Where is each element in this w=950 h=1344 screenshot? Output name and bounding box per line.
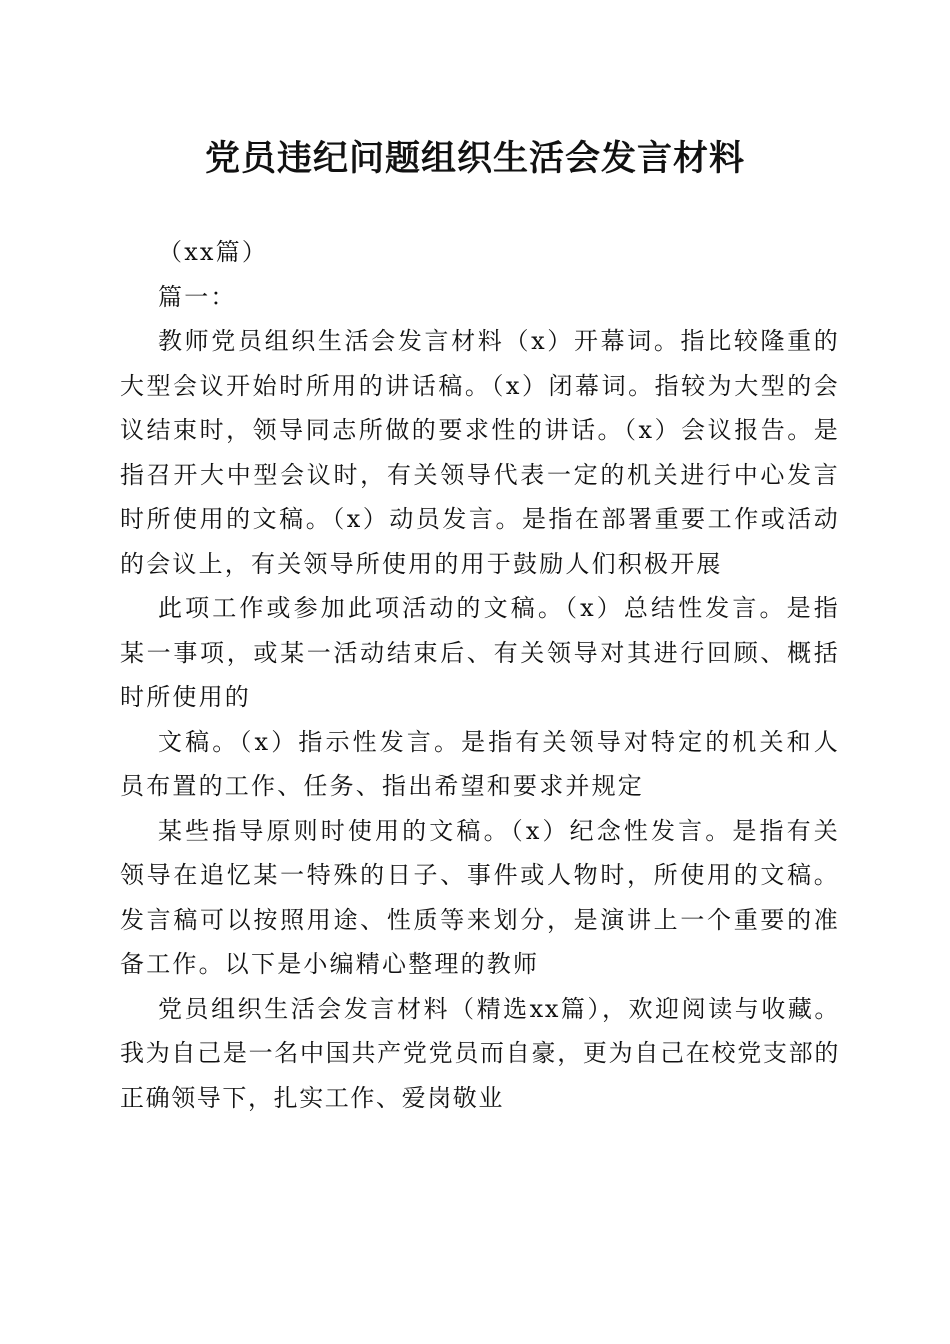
document-title: 党员违纪问题组织生活会发言材料 [204, 138, 745, 179]
paragraph-5: 党员组织生活会发言材料（精选xx篇），欢迎阅读与收藏。我为自己是一名中国共产党党员而自豪，更为自己在校党支部的正确领导下，扎实工作、爱岗敬业 [120, 994, 840, 1112]
document-body [120, 230, 840, 1120]
paragraph-section-heading: 篇一： [158, 282, 237, 311]
paragraph-count-note: （xx篇） [158, 238, 269, 266]
paragraph-2: 此项工作或参加此项活动的文稿。（x）总结性发言。是指某一事项，或某一活动结束后、有关领导对其进行回顾、概括时所使用的 [120, 594, 840, 711]
paragraph-4: 某些指导原则时使用的文稿。（x）纪念性发言。是指有关领导在追忆某一特殊的日子、事件或人物时，所使用的文稿。发言稿可以按照用途、性质等来划分，是演讲上一个重要的准备工作。以下是小编精心整理的教师 [120, 816, 840, 978]
paragraph-3: 文稿。（x）指示性发言。是指有关领导对特定的机关和人员布置的工作、任务、指出希望和要求并规定 [120, 727, 840, 800]
paragraph-1: 教师党员组织生活会发言材料（x）开幕词。指比较隆重的大型会议开始时所用的讲话稿。（x）闭幕词。指较为大型的会议结束时，领导同志所做的要求性的讲话。（x）会议报告。是指召开大中型会议时，有关领导代表一定的机关进行中心发言时所使用的文稿。（x）动员发言。是指在部署重要工作或活动的会议上，有关领导所使用的用于鼓励人们积极开展 [120, 327, 840, 578]
